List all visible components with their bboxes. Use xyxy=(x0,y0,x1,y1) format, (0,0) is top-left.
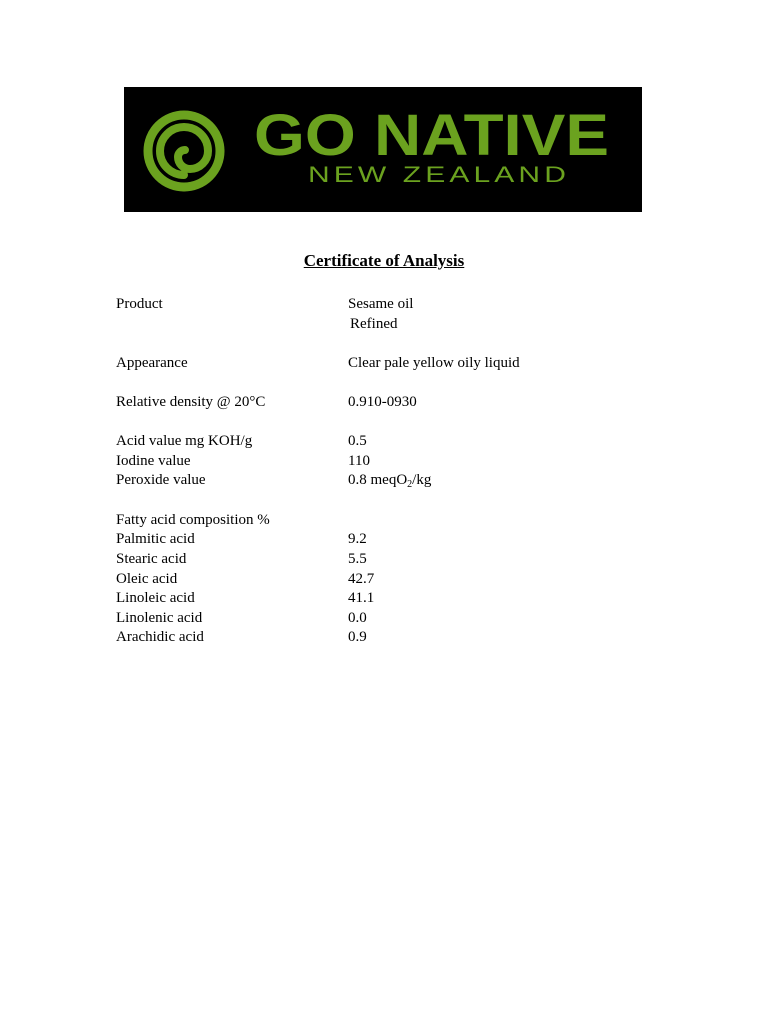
fatty-acid-value: 5.5 xyxy=(348,551,367,567)
fatty-acid-name: Stearic acid xyxy=(116,551,187,567)
product-label: Product xyxy=(116,296,163,312)
density-value: 0.910-0930 xyxy=(348,394,417,410)
peroxide-value-number: 0.8 meqO xyxy=(348,472,408,488)
peroxide-value-subscript: 2 xyxy=(407,479,413,490)
peroxide-value-unit: /kg xyxy=(412,472,432,488)
logo-graphic xyxy=(124,87,642,212)
fatty-acid-name: Oleic acid xyxy=(116,571,178,587)
fatty-acid-value: 0.9 xyxy=(348,629,367,645)
fatty-acid-value: 41.1 xyxy=(348,590,375,606)
appearance-label: Appearance xyxy=(116,355,188,371)
fatty-acid-value: 9.2 xyxy=(348,531,367,547)
iodine-value-value: 110 xyxy=(348,453,370,469)
fatty-acid-name: Arachidic acid xyxy=(116,629,204,645)
peroxide-value-value xyxy=(348,471,431,490)
fatty-acid-value: 42.7 xyxy=(348,571,375,587)
go-native-logo xyxy=(124,87,642,212)
fatty-acid-value: 0.0 xyxy=(348,610,367,626)
acid-value-value: 0.5 xyxy=(348,433,367,449)
appearance-value: Clear pale yellow oily liquid xyxy=(348,355,520,371)
koru-spiral-icon xyxy=(148,115,220,187)
fatty-acid-heading: Fatty acid composition % xyxy=(116,512,270,528)
document-title: Certificate of Analysis xyxy=(303,251,465,270)
logo-brand-text: GO NATIVE xyxy=(254,103,609,168)
fatty-acid-name: Palmitic acid xyxy=(116,531,195,547)
product-grade-value: Refined xyxy=(350,316,398,332)
product-value: Sesame oil xyxy=(348,296,414,312)
fatty-acid-name: Linolenic acid xyxy=(116,610,203,626)
iodine-value-label: Iodine value xyxy=(116,453,191,469)
acid-value-label: Acid value mg KOH/g xyxy=(116,433,253,449)
fatty-acid-name: Linoleic acid xyxy=(116,590,195,606)
density-label: Relative density @ 20°C xyxy=(116,394,266,410)
peroxide-value-label: Peroxide value xyxy=(116,472,206,488)
logo-region-text: NEW ZEALAND xyxy=(308,162,570,187)
